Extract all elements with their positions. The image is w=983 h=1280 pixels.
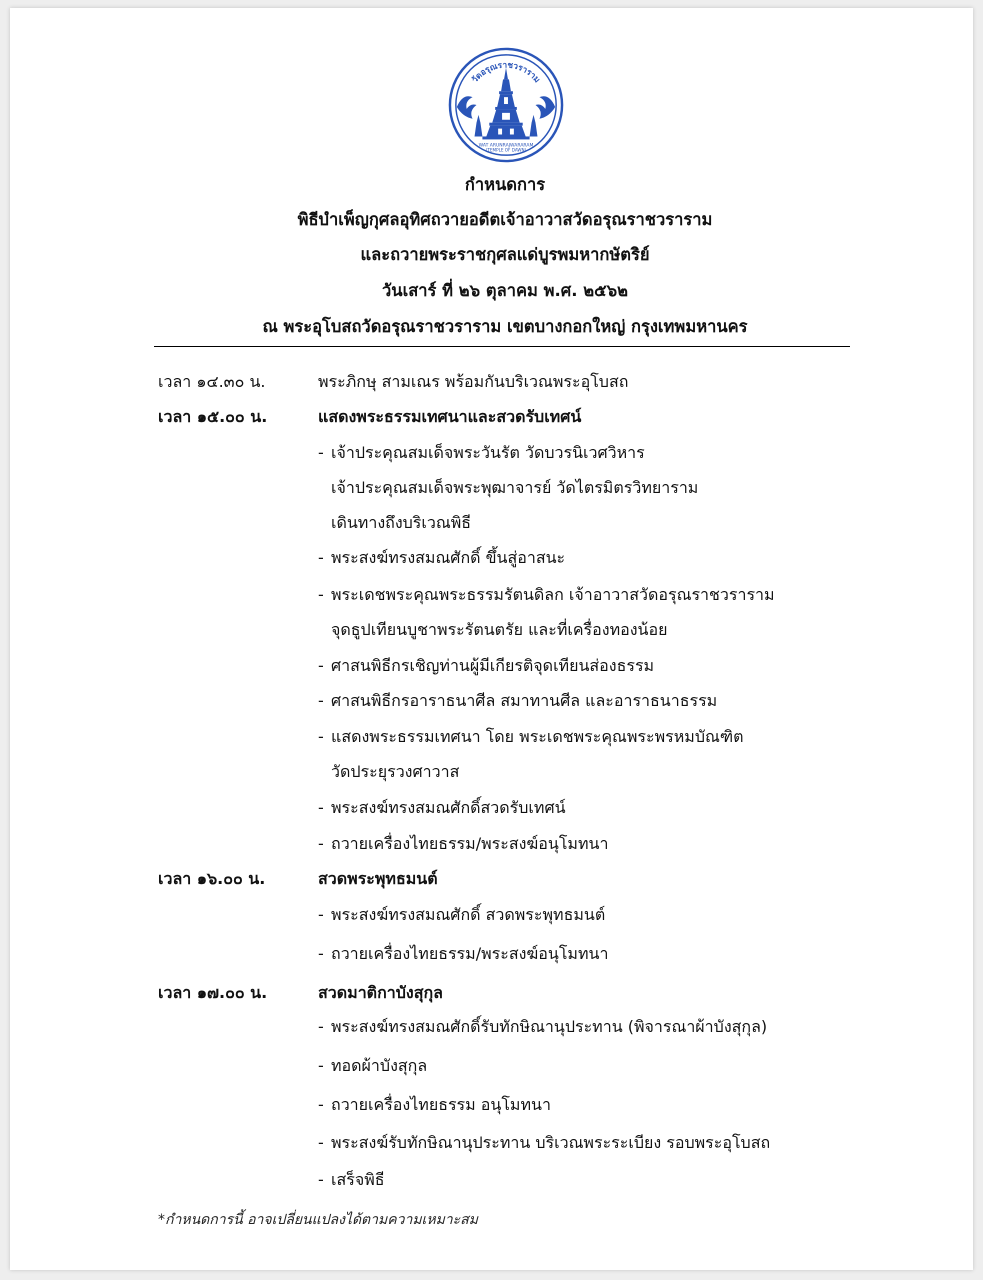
list-item: - พระสงฆ์ทรงสมณศักดิ์ สวดพระพุทธมนต์	[318, 905, 606, 924]
schedule-time: เวลา ๑๗.๐๐ น.	[158, 983, 268, 1002]
list-item: - ศาสนพิธีกรอาราธนาศีล สมาทานศีล และอาราธนาธรรม	[318, 691, 718, 710]
document-title: กำหนดการ	[464, 175, 546, 194]
list-item: - พระสงฆ์ทรงสมณศักดิ์ ขึ้นสู่อาสนะ	[318, 548, 566, 567]
list-item: - แสดงพระธรรมเทศนา โดย พระเดชพระคุณพระพรหมบัณฑิต	[318, 727, 744, 746]
schedule-time: เวลา ๑๕.๐๐ น.	[158, 407, 268, 426]
ceremony-name: พิธีบำเพ็ญกุศลอุทิศถวายอดีตเจ้าอาวาสวัดอรุณราชวราราม	[297, 210, 713, 229]
list-item-continued: เดินทางถึงบริเวณพิธี	[331, 513, 471, 532]
list-item: - พระเดชพระคุณพระธรรมรัตนดิลก เจ้าอาวาสวัดอรุณราชวราราม	[318, 585, 775, 604]
list-item: - ทอดผ้าบังสุกุล	[318, 1056, 428, 1075]
document-page	[10, 8, 973, 1270]
list-item-continued: จุดธูปเทียนบูชาพระรัตนตรัย และที่เครื่องทองน้อย	[331, 620, 668, 639]
list-item: - ถวายเครื่องไทยธรรม/พระสงฆ์อนุโมทนา	[318, 834, 609, 853]
header-divider	[154, 346, 850, 347]
list-item: - พระสงฆ์รับทักษิณานุประทาน บริเวณพระระเบียง รอบพระอุโบสถ	[318, 1133, 771, 1152]
ceremony-date: วันเสาร์ ที่ ๒๖ ตุลาคม พ.ศ. ๒๕๖๒	[382, 281, 628, 300]
list-item: - พระสงฆ์ทรงสมณศักดิ์สวดรับเทศน์	[318, 798, 566, 817]
ceremony-name-2: และถวายพระราชกุศลแด่บูรพมหากษัตริย์	[360, 245, 650, 264]
list-item: - ถวายเครื่องไทยธรรม/พระสงฆ์อนุโมทนา	[318, 944, 609, 963]
schedule-time: เวลา ๑๖.๐๐ น.	[158, 869, 266, 888]
schedule-activity: พระภิกษุ สามเณร พร้อมกันบริเวณพระอุโบสถ	[318, 372, 629, 391]
schedule-activity: สวดพระพุทธมนต์	[318, 869, 438, 888]
list-item: - ถวายเครื่องไทยธรรม อนุโมทนา	[318, 1095, 551, 1114]
schedule-activity: สวดมาติกาบังสุกุล	[318, 983, 443, 1002]
seal-bottom-subtext: (TEMPLE OF DAWN)	[485, 147, 527, 153]
list-item: - พระสงฆ์ทรงสมณศักดิ์รับทักษิณานุประทาน (พิจารณาผ้าบังสุกุล)	[318, 1017, 768, 1036]
list-item-continued: วัดประยุรวงศาวาส	[331, 762, 460, 781]
list-item-continued: เจ้าประคุณสมเด็จพระพุฒาจารย์ วัดไตรมิตรวิทยาราม	[331, 478, 699, 497]
ceremony-venue: ณ พระอุโบสถวัดอรุณราชวราราม เขตบางกอกใหญ่ กรุงเทพมหานคร	[262, 317, 748, 336]
seal-top-text: วัดอรุณราชวราราม	[469, 59, 543, 85]
list-item: - ศาสนพิธีกรเชิญท่านผู้มีเกียรติจุดเทียนส่องธรรม	[318, 656, 655, 675]
schedule-activity: แสดงพระธรรมเทศนาและสวดรับเทศน์	[318, 407, 582, 426]
temple-seal-logo	[447, 46, 565, 164]
list-item: - เจ้าประคุณสมเด็จพระวันรัต วัดบวรนิเวศวิหาร	[318, 443, 645, 462]
list-item: - เสร็จพิธี	[318, 1170, 385, 1189]
seal-bottom-text: WAT ARUNRAJWARARAM	[478, 143, 534, 149]
footnote: *กำหนดการนี้ อาจเปลี่ยนแปลงได้ตามความเหมาะสม	[158, 1212, 478, 1228]
schedule-time: เวลา ๑๔.๓๐ น.	[158, 372, 266, 391]
